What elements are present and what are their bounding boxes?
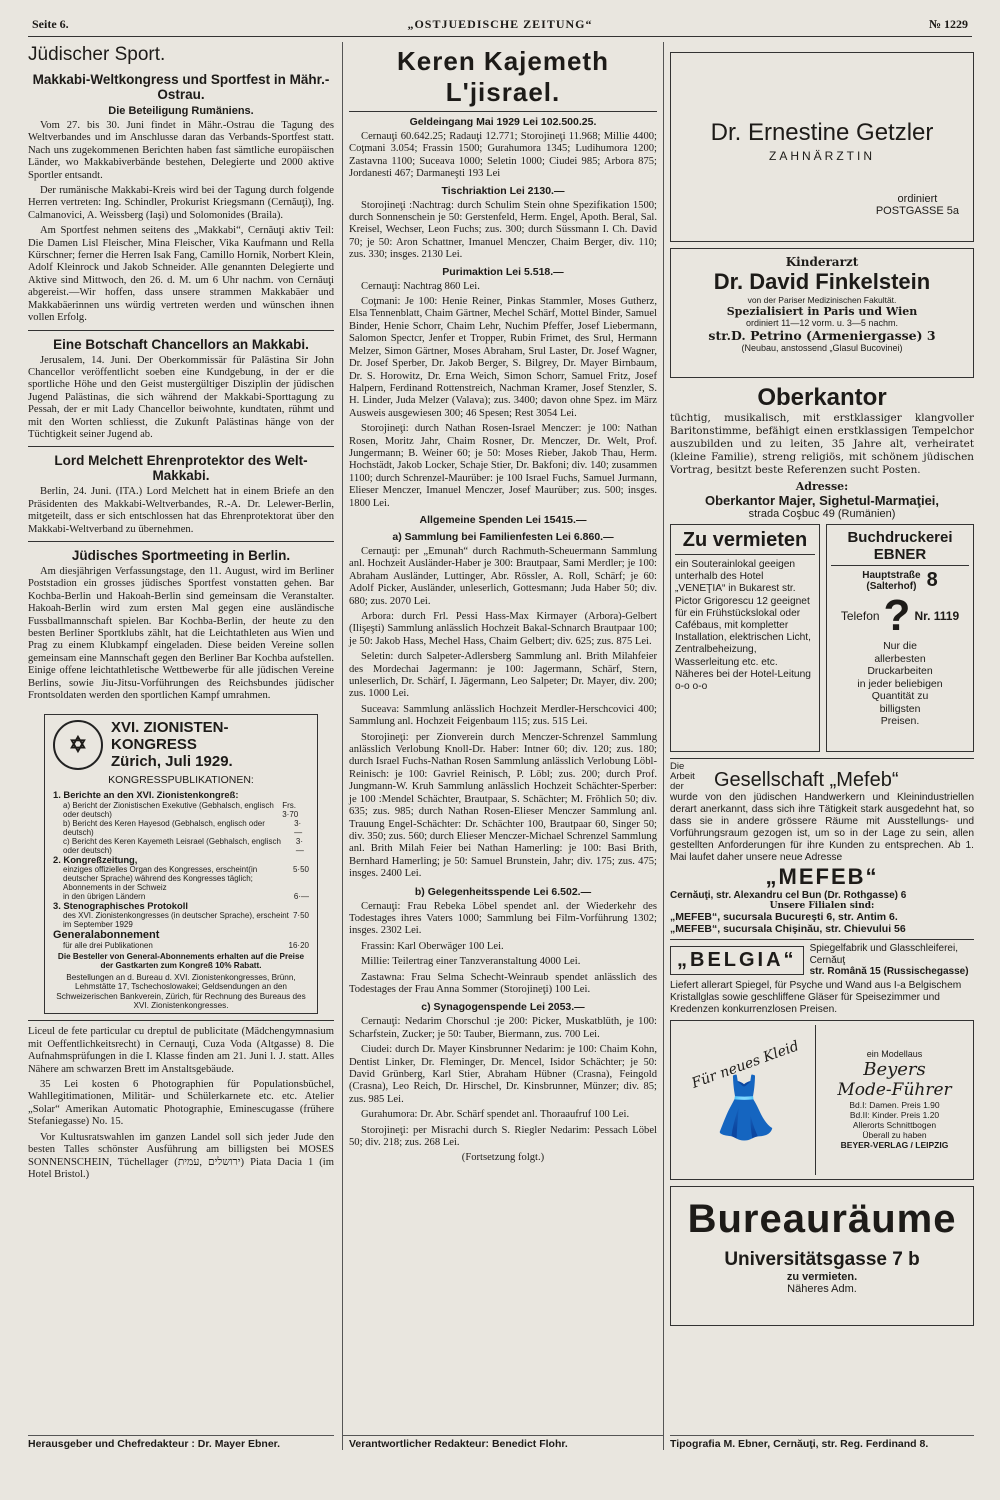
ad-line: Die Arbeit der xyxy=(670,761,695,792)
article-title: Jüdisches Sportmeeting in Berlin. xyxy=(71,547,291,563)
ad-address: Cernăuţi, str. Alexandru cel Bun (Dr. Rothgasse) 6 xyxy=(670,890,907,901)
ad-line: von der Pariser Medizinischen Fakultät. xyxy=(747,295,897,305)
ad-address: str. Română 15 (Russischegasse) xyxy=(809,966,969,977)
ad-text: tüchtig, musikalisch, mit erstklassiger klangvoller Baritonstimme, befähigt einen erstklassigen Tempelchor auszubilden und zu leiten, 35 Jahre alt, verheiratet (kleine Familie), streng religiös, mit schönem jüdischen Vortrag, besitzt beste Referenzen sucht Posten. xyxy=(670,412,974,476)
divider xyxy=(28,541,334,542)
ad-title: Oberkantor xyxy=(757,384,887,411)
discount-note: Die Besteller von General-Abonnements erhalten auf die Preise der Gastkarten zum Kongreß 10% Rabatt. xyxy=(57,952,305,971)
ad-line: Nur die xyxy=(883,640,917,652)
paragraph: Jerusalem, 14. Juni. Der Oberkommissär für Palästina Sir John Chancellor veröffentlicht soeben eine Kundgebung, in der er die sportliche Höhe und den Geist mustergültiger Disziplin der jüdischen Jugend Palästinas, die sich während der Makkabi-Sporttagung zu Pessah, der er mit Lady Chancellor beiwohnte, kundtaten, rühmt und mit den Worten schliesst, die Zukunft Palästinas hänge von der Tüchtigkeit seiner Jugend ab. xyxy=(28,354,334,440)
ad-name: Dr. David Finkelstein xyxy=(713,269,931,294)
congress-title: XVI. ZIONISTEN- xyxy=(111,719,229,737)
ad-line: Bd.II: Kinder. Preis 1.20 xyxy=(849,1110,940,1120)
issue-number: № 1229 xyxy=(928,17,968,31)
divider xyxy=(28,1020,334,1021)
paragraph: Cernauţi: Nedarim Chorschul :je 200: Picker, Muskatblüth, je 100: Scharfstein, Zucker; je 50: Tauber, Biermann, zus. 700 Lei. xyxy=(349,1016,657,1040)
kkl-title: Keren Kajemeth L'jisrael. xyxy=(349,46,657,112)
footer-redakteur: Verantwortlicher Redakteur: Benedict Flohr. xyxy=(343,1435,663,1450)
paragraph: Millie: Teilertrag einer Tanzveranstaltung 4000 Lei. xyxy=(361,956,581,968)
newspaper-title: „OSTJUEDISCHE ZEITUNG“ xyxy=(407,17,593,31)
ad-line: Preisen. xyxy=(880,715,920,727)
order-note: Bestellungen an d. Bureau d. XVI. Zionistenkongresses, Brünn, Lehmstätte 17, Tschechoslowakei; Geldsendungen an den Schweizerischen Bankverein, Zürich, für Rechnung des Bureaus des XVI. Zionistenkongresses. xyxy=(56,972,306,1011)
ad-line: BEYER-VERLAG / LEIPZIG xyxy=(840,1140,949,1150)
price: 6·— xyxy=(293,891,309,901)
item: des XVI. Zionistenkongresses (in deutscher Sprache), erscheint im September 1929 xyxy=(63,911,289,930)
subheading: Geldeingang Mai 1929 Lei 102.500.25. xyxy=(409,116,597,128)
ad-text: Liefert allerart Spiegel, für Psyche und Wand aus I-a Belgischem Kristallglas sowie geschliffene Gläser für Speisezimmer und Kredenzen konkurrenzlosen Preisen. xyxy=(670,979,962,1015)
paragraph: Zastawna: Frau Selma Schecht-Weinraub spendet anlässlich des Todestages der Frau Anna Sommer (Storojineţi) 100 Lei. xyxy=(349,971,657,995)
ad-text: wurde von den jüdischen Handwerkern und Kleinindustriellen derart anerkannt, dass sich ihre Tätigkeit stark ausgedehnt hat, so dass sie in andere grössere Räume mit Ausstellungs- und Vorführungsraum gezogen ist, um so in der Lage zu sein, allen gestellten Anforderungen für ihre Kunden zu entsprechen. Ab 1. Mai laufet daher unsere neue Adresse xyxy=(670,792,974,863)
ad-script: Für neues Kleid xyxy=(689,1037,801,1092)
ad-title: Mode-Führer xyxy=(837,1080,952,1100)
paragraph: Der rumänische Makkabi-Kreis wird bei der Tagung durch folgende Herren vertreten: Ing. Schindler, Prokurist Kriegsmann (Cernăuţi), Ing. Calmanovici, A. Weissberg (Iaşi) und Solomonides (Braila). xyxy=(28,185,334,221)
ad-text: ein Souterainlokal geeigen unterhalb des Hotel „VENEŢIA“ in Bukarest str. Pictor Grigorescu 12 geeignet für ein Frühstückslokal oder Cafébaus, mit kompletter Installation, elektrischen Licht, Zentralbeheizung, Wasserleitung etc. etc. Näheres bei der Hotel-Leitung o-o o-o xyxy=(675,559,811,693)
footer-editor: Herausgeber und Chefredakteur : Dr. Mayer Ebner. xyxy=(28,1435,334,1450)
page-number: Seite 6. xyxy=(32,17,69,31)
ad-bureauraeume xyxy=(670,1186,974,1326)
paragraph: Ciudei: durch Dr. Mayer Kinsbrunner Nedarim: je 100: Chaim Kohn, Dentist Linker, Dr. Fleminger, Dr. Mencel, Isidor Schächter; je 50: David Grünberg, Karl Stier, Abraham Hübner (Crasna), Feingold (Crasna), Leo Reich, Dr. Hirschel, Dr. Kinsbrunner, Münzer; div. 85; zus. 985 Lei. xyxy=(349,1044,657,1105)
ad-belgia xyxy=(670,939,974,1016)
ad-mefeb xyxy=(670,758,974,935)
info-note xyxy=(53,1012,309,1014)
ad-hours xyxy=(876,193,959,217)
paragraph: Am diesjährigen Verfassungstage, den 11. August, wird im Berliner Poststadion ein grosses jüdisches Sportfest vonstatten gehen. Bar Kochba-Berlin und Hakoah-Berlin sind gemeinsam die Veranstalter. Hakoah-Berlin wird zum ersten Mal gegen eine ausländische Fussballmannschaft spielen. Bar Kochba-Berlin, der heute zu den besten Berliner Sportklubs zählt, hat die Leichtathleten aus Wien und Prag zu einem Klubkampf eingeladen. Diese beiden Vereine sollen gemeinsam eine Mannschaft gegen den Berliner Bar Kochba aufstellen. Einige offene leichtathletische Wettbewerbe für alle jüdischen Vereine Berlins, sowie Jiu-Jitsu-Vorführungen des Reichsbundes jüdischer Frontsoldaten werden den sportlichen Kampf umrahmen. xyxy=(28,565,334,702)
ad-getzler xyxy=(670,52,974,242)
ad-line: Näheres Adm. xyxy=(787,1282,857,1295)
ad-name: Oberkantor Majer, Sighetul-Marmaţiei, xyxy=(704,493,940,508)
ad-line: POSTGASSE 5a xyxy=(875,205,959,217)
subheading: a) Sammlung bei Familienfesten Lei 6.860.— xyxy=(392,530,614,543)
column-ads xyxy=(670,42,974,1450)
paragraph: Suceava: Sammlung anlässlich Hochzeit Merdler-Herschcovici 400; Sammlung anl. Hochzeit Feigenbaum 115; zus. 515 Lei. xyxy=(349,703,657,728)
paragraph: Cernauţi 60.642.25; Radauţi 12.771; Storojineţi 11.968; Millie 4400; Coţmani 3.054; Frassin 1500; Gurahumora 1345; Ludihumora 1200; Zastavna 1100; Suceava 1000; Seletin 1000; Ciudei 985; Arbora 875; Jordanesti 467; Darmaneşti 193 Lei xyxy=(349,131,657,180)
item: 2. Kongreßzeitung, xyxy=(53,853,138,865)
ad-line: Überall zu haben xyxy=(862,1130,927,1140)
paragraph: Seletin: durch Salpeter-Adlersberg Sammlung anl. Brith Milahfeier des Mordechai Jagermann: je 100: Jagermann, Schärf, Stern, unleserlich, Dr. Schärf, I. Jägermann, Leo Salpeter; Dr. Mayer, div. 200; zus. 1000 Lei. xyxy=(349,651,657,700)
ad-line: Adresse: xyxy=(795,480,849,493)
item: 1. Berichte an den XVI. Zionistenkongreß: xyxy=(53,789,239,801)
footer-printer: Tipografia M. Ebner, Cernăuţi, str. Reg. Ferdinand 8. xyxy=(670,1435,974,1450)
congress-title-2: KONGRESS xyxy=(111,736,197,754)
ad-finkelstein xyxy=(670,248,974,378)
congress-ad xyxy=(44,714,318,1014)
paragraph: Cernauţi: per „Emunah“ durch Rachmuth-Scheuermann Sammlung anl. Hochzeit Ausländer-Haber je 300: Brautpaar, Sami Merdler; je 100: Abraham Ausländer, Luttinger, Abr. Rössler, A. Roll, Schärf; je 60: Adolf Picker, Ausländer, unleserlich, Gottesmann; Juda Haber 50; div. 680; zus. 2070 Lei. xyxy=(349,545,657,607)
price: Frs. 3·70 xyxy=(282,800,299,819)
article-title: Lord Melchett Ehrenprotektor des Welt-Makkabi. xyxy=(54,453,308,484)
page-header xyxy=(28,14,972,37)
ad-line: zu vermieten. xyxy=(786,1270,858,1283)
column-sport xyxy=(28,42,334,1450)
ad-line: Hauptstraße xyxy=(862,569,921,581)
paragraph: Cernauţi: Nachtrag 860 Lei. xyxy=(361,280,480,292)
price: 3·— xyxy=(295,836,304,855)
item: in den übrigen Ländern xyxy=(63,891,146,901)
ad-number: 8 xyxy=(926,569,938,591)
subheading: Tischriaktion Lei 2130.— xyxy=(441,184,565,197)
paragraph: Arbora: durch Frl. Pessi Hass-Max Kirmayer (Arbora)-Gelbert (Ilişeşti) Sammlung anlässlich Hochzeit Bakal-Schnarch Brautpaar 100; je 50: Jakob Hass, Mechel Hass, Chaim Gelbert; div. 625; zus. 875 Lei. xyxy=(349,611,657,647)
ad-line: ordiniert 11—12 vorm. u. 3—5 nachm. xyxy=(746,318,898,328)
ad-title: Gesellschaft „Mefeb“ xyxy=(714,769,899,791)
subheading: Allgemeine Spenden Lei 15415.— xyxy=(419,513,587,526)
ad-profession: ZAHNÄRZTIN xyxy=(769,149,875,163)
ad-line: „MEFEB“, sucursala Bucureşti 6, str. Antim 6. xyxy=(670,911,898,923)
ad-address: Universitätsgasse 7 b xyxy=(724,1248,920,1270)
ad-brand: Beyers xyxy=(863,1059,926,1080)
ad-title: „BELGIA“ xyxy=(670,946,804,975)
subheading: b) Gelegenheitsspende Lei 6.502.— xyxy=(414,885,592,898)
item: einziges offizielles Organ des Kongresses, erscheint(in deutscher Sprache) während des Kongresses täglich; Abonnements in der Schweiz xyxy=(63,864,258,892)
subheading: Purimaktion Lei 5.518.— xyxy=(442,265,564,278)
notice: 35 Lei kosten 6 Photographien für Populationsbüchel, Wahllegitimationen, Militär- und Schülerkarnete etc. etc. Atelier „Solar“ Amerikan Automatic Photographie, Eminescugasse (frühere Stefaniegasse) No. 15. xyxy=(28,1079,334,1128)
column-kkl xyxy=(342,42,664,1450)
ad-ebner xyxy=(826,524,974,752)
ad-line: (Neubau, anstossend „Glasul Bucovinei) xyxy=(741,343,903,353)
item: a) Bericht der Zionistischen Exekutive (Gebhalsch, englisch oder deutsch) xyxy=(63,800,274,819)
congress-date: Zürich, Juli 1929. xyxy=(111,753,233,771)
ad-address: str.D. Petrino (Armeniergasse) 3 xyxy=(708,328,936,343)
subheading: c) Synagogenspende Lei 2053.— xyxy=(421,1001,585,1014)
ad-brand: „MEFEB“ xyxy=(765,864,879,889)
ad-zu-vermieten xyxy=(670,524,820,752)
ad-title: Zu vermieten xyxy=(675,529,815,555)
divider xyxy=(28,446,334,447)
ad-line: Bd.I: Damen. Preis 1.90 xyxy=(849,1100,940,1110)
article-title: Makkabi-Weltkongress und Sportfest in Mähr.-Ostrau. xyxy=(32,72,330,102)
dress-icon: 👗 xyxy=(707,1072,783,1143)
ad-title: Buchdruckerei EBNER xyxy=(831,529,969,566)
ad-line: ordiniert xyxy=(897,193,938,205)
ad-line: Druckarbeiten xyxy=(867,665,933,677)
ad-line: billigsten xyxy=(879,702,921,715)
question-mark-icon: ? xyxy=(883,591,911,640)
ad-address: strada Coşbuc 49 (Rumänien) xyxy=(748,508,896,520)
ad-line: Unsere Filialen sind: xyxy=(769,901,875,911)
item: b) Bericht des Keren Hayesod (Gebhalsch, englisch oder deutsch) xyxy=(63,818,265,837)
general-subscription: Generalabonnement xyxy=(53,929,160,942)
ad-line: Allerorts Schnittbogen xyxy=(852,1120,937,1130)
ad-oberkantor xyxy=(670,384,974,520)
price: 7·50 xyxy=(292,911,309,921)
ad-line: in jeder beliebigen xyxy=(857,677,943,690)
ad-line: Telefon xyxy=(840,609,880,623)
ad-line: allerbesten xyxy=(874,652,926,665)
item: c) Bericht des Keren Kayemeth Leisrael (Gebhalsch, englisch oder deutsch) xyxy=(63,836,281,855)
ad-line: Kinderarzt xyxy=(785,255,859,269)
article-title: Eine Botschaft Chancellors an Makkabi. xyxy=(53,336,309,352)
ad-line: „MEFEB“, sucursala Chişinău, str. Chievului 56 xyxy=(670,923,906,935)
ad-line: ein Modellaus xyxy=(866,1049,923,1059)
ad-line: Quantität zu xyxy=(871,690,929,702)
item: für alle drei Publikationen xyxy=(63,941,153,951)
ad-line: Spiegelfabrik und Glasschleiferei, Cernăuţ xyxy=(809,943,958,966)
price: 5·50 xyxy=(292,864,309,874)
paragraph: Storojineţi :Nachtrag: durch Schulim Stein ohne Spezifikation 1500; durch Sonnenschein je 50: Gerstenfeld, Herm. Engel, Apoth. Beral, Sal. Kreisel, Wechser, Leon Fuchs; zus. 300; durch Süssmann I. Ch. David 70; je 50: Aron Schattner, Imanuel Menczer, Chaim Berger, div. 110; zus. 330; insges. 2130 Lei. xyxy=(349,199,657,261)
continued-note: (Fortsetzung folgt.) xyxy=(461,1152,545,1164)
paragraph: Berlin, 24. Juni. (ITA.) Lord Melchett hat in einem Briefe an den Präsidenten des Makkabi-Weltverbandes, R.-A. Dr. Lelewer-Berlin, mitgeteilt, dass er sich entschlossen hat das Ehrenprotektorat über den Makkabi-Weltverband zu übernehmen. xyxy=(28,486,334,535)
notice: Liceul de fete particular cu dreptul de publicitate (Mädchengymnasium mit Oeffentlichkeitsrecht) in Cernauţi, Cuza Voda (Altgasse) 8. Die Aufnahmsprüfungen in die I. Klasse finden am 21. Juni l. J. statt. Alles Nähere am schwarzen Brett im Anstaltsgebäude. xyxy=(28,1026,334,1075)
ad-name: Dr. Ernestine Getzler xyxy=(710,119,934,146)
section-title: Jüdischer Sport. xyxy=(28,44,166,65)
ad-title: Bureauräume xyxy=(687,1196,957,1241)
star-of-david-icon: ✡ xyxy=(53,720,103,770)
ad-line: (Salterhof) xyxy=(866,580,917,592)
notice: Vor Kultusratswahlen im ganzen Landel soll sich jeder Jude den besten Talles schönster Ausführung am billigsten bei MOSES SONNENSCHEIN, Tüchellager (ירושלים ,עמית) Piata Dacia 1 (im Hotel Bristol.) xyxy=(28,1131,334,1180)
ad-beyer xyxy=(670,1020,974,1180)
paragraph: Frassin: Karl Oberwäger 100 Lei. xyxy=(361,940,504,952)
divider xyxy=(28,330,334,331)
item: 3. Stenographisches Protokoll xyxy=(53,899,188,911)
price: 16·20 xyxy=(288,941,309,951)
paragraph: Storojineţi: durch Nathan Rosen-Israel Menczer: je 100: Nathan Rosen, Moritz Jahr, Chaim Rosner, Dr. Menczer, Dr. Welt, Prof. Jungermann; B. Weiner 60; je 50: Moses Rieber, Jakob Thau, Herm. Hochstädt, Jakob Locker, Schaje Stier, Dr. Bakfoni; div. 140; zusammen 1100; durch Schrenzel-Maurüber: je 100 Israel Fuchs, Samuel Jurmann, Elieser Menczer, Imanuel Menczer, Josef Maurüber; zus. 500; insges. 1800 Lei. xyxy=(349,423,657,509)
ad-line: Spezialisiert in Paris und Wien xyxy=(726,305,918,318)
publications-heading: KONGRESSPUBLIKATIONEN: xyxy=(108,774,254,787)
paragraph: Gurahumora: Dr. Abr. Schärf spendet anl. Thoraaufruf 100 Lei. xyxy=(361,1109,630,1121)
paragraph: Cernauţi: Frau Rebeka Löbel spendet anl. der Wiederkehr des Todestages ihres Vaters 1000; Sammlung bei Film-Vorführung 1302; insges. 2302 Lei. xyxy=(349,900,657,937)
paragraph: Storojineţi: per Zionverein durch Menczer-Schrenzel Sammlung anlässlich Verlobung Knoll-Dr. Haber: Intner 60; div. 120; zus. 180; durch Israel Fuchs-Nathan Rosen Sammlung anlässlich Verlobung Löbl-Reinisch: je 100: Gavriel Reinisch, P. Löbl; zus. 200; durch Prof. Jungmann-W. Kruh Sammlung anlässlich Hochzeit Schächter-Sperber: je 100 :Mendel Schächter, Brautpaar, S. Schächter; M. Fröhlich 50; div. 635; zus. 985; durch Nathan Rosen-Elieser Menczer Sammlung anl. Trauung Engel-Schächter: Dr. Schächter 100, Brautpaar 60, Singer 50; div. 350; zus. 560; durch Elieser Menczer-Michael Schrenzel Sammlung anl. Brith Milah Feier bei Nathan Hamerling: je 100: Basi Brith, Bernhard Hamerling; je 50: Samuel Brunstein, Jahr; div. 175; zus. 475; insges. 2400 Lei. xyxy=(349,731,657,880)
price: 3·— xyxy=(294,818,303,837)
article-subtitle: Die Beteiligung Rumäniens. xyxy=(108,105,254,117)
ad-line: Nr. 1119 xyxy=(914,609,960,623)
paragraph: Vom 27. bis 30. Juni findet in Mähr.-Ostrau die Tagung des Weltverbandes und im Anschlusse daran das Verbands-Sportfest statt. Nach uns zugekommenen Berichten haben fast sämtliche europäischen Länder, wo Makkabiverbände bestehen, Delegierte und 2000 aktive Sportler entsandt. xyxy=(28,120,334,181)
paragraph: Storojineţi: per Misrachi durch S. Riegler Nedarim: Pessach Löbel 50; div. 218; zus. 268 Lei. xyxy=(349,1124,657,1149)
paragraph: Am Sportfest nehmen seitens des „Makkabi“, Cernăuţi aktiv Teil: Die Damen Lisl Fleischer, Mina Fleischer, Vika Kaufmann und Rella Kürschner; ferner die Herren Isak Fang, Camillo Hornik, Norbert Klein, Adolf Kleinrock und Jakob Schneider. Alle genannten Delegierte und Aktive sind Mittwoch, den 26. d. M. um 6 Uhr nachm. von Cernăuţi abgereist.—Wir hoffen, dass unsere strammen Makkabäer und Makkabäerinnen uns würdig vertreten werden und wünschen ihnen vollen Erfolg. xyxy=(28,225,334,324)
paragraph: Coţmani: Je 100: Henie Reiner, Pinkas Stammler, Moses Gutherz, Elsa Tennenblatt, Chaim Gärtner, Mechel Schärf, Mottel Binder, Samuel Binder, Henie Schorr, Chaim Lehr, Nuchim Pfeffer, Josef Liebermann, Salomon Spectcr, Jenfer et Tropper, Rubin Frimet, des Srul, Hermann Melzer, Simon Gärtner, Moses Abraham, Srul Laster, Dr. Josef Wagner, Dr. Josef Sperber, Dr. Jakob Berger, S. Bilgrey, Dr. Mayer Birnbaum, Dr. S. Horowitz, Dr. Erna Weich, Simon Schorr, Samuel Fritz, Josef Halpern, Ferdinand Rottenstreich, Nachman Kramer, Josef Stenzler, S. H. Linder, Juda Melzer (Valava); zus. 3400; davon ohne Spez. im März Ausweis ausgewiesen 300; 46 Spesen; Rest 3054 Lei. xyxy=(349,296,657,419)
